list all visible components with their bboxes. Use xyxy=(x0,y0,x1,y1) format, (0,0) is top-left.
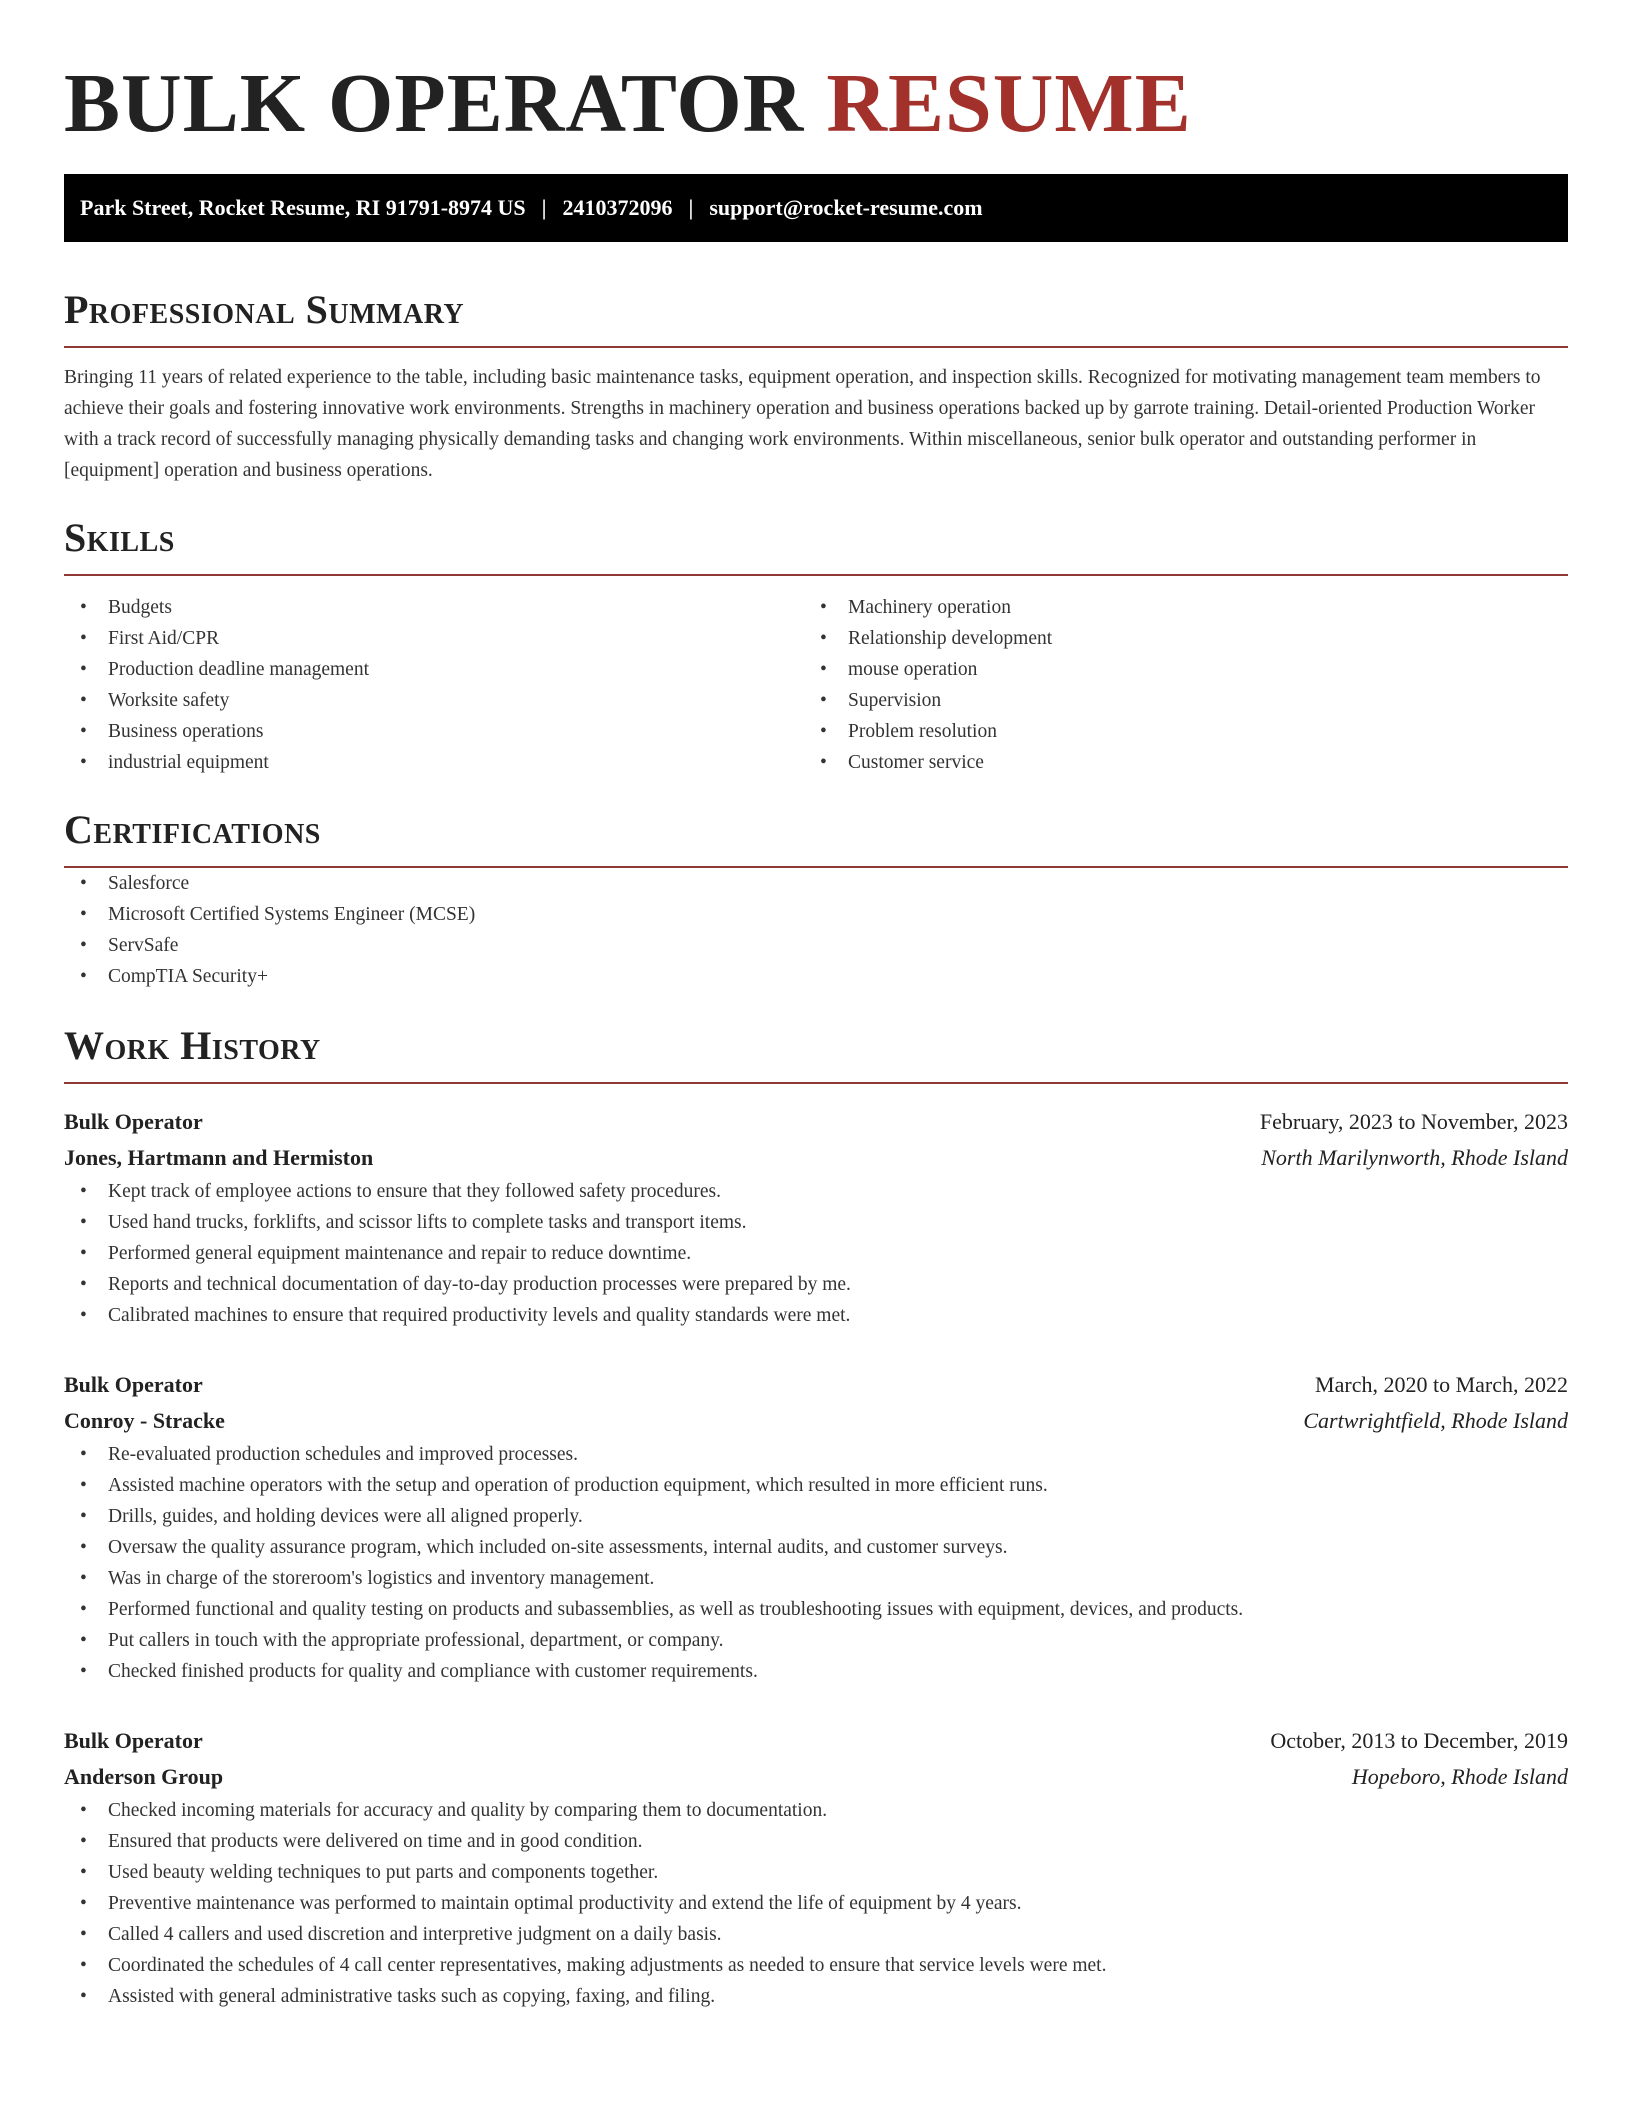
skill-label: Relationship development xyxy=(848,628,1053,649)
bullet-icon: • xyxy=(80,1599,87,1620)
job-bullets xyxy=(64,1176,1568,1331)
list-item xyxy=(64,1795,1568,1826)
resume-title xyxy=(64,58,1568,150)
job-bullet-text: Coordinated the schedules of 4 call center representatives, making adjustments as needed to ensure that service levels were met. xyxy=(108,1955,1107,1976)
list-item xyxy=(64,623,804,654)
job-bullet-text: Re-evaluated production schedules and improved processes. xyxy=(108,1444,579,1465)
list-item xyxy=(64,1857,1568,1888)
bullet-icon: • xyxy=(820,721,827,742)
title-accent: RESUME xyxy=(826,57,1192,150)
list-item xyxy=(804,654,1544,685)
list-item xyxy=(64,1625,1568,1656)
job-bullet-text: Reports and technical documentation of day-to-day production processes were prepared by me. xyxy=(108,1274,851,1295)
bullet-icon: • xyxy=(80,1305,87,1326)
bullet-icon: • xyxy=(80,1444,87,1465)
job-bullet-text: Drills, guides, and holding devices were all aligned properly. xyxy=(108,1506,583,1527)
job-location: North Marilynworth, Rhode Island xyxy=(1261,1145,1568,1170)
list-item xyxy=(804,685,1544,716)
contact-separator: | xyxy=(541,195,547,220)
skill-label: mouse operation xyxy=(848,659,978,680)
bullet-icon: • xyxy=(80,1986,87,2007)
bullet-icon: • xyxy=(80,1181,87,1202)
list-item xyxy=(64,930,1568,961)
list-item xyxy=(804,623,1544,654)
bullet-icon: • xyxy=(80,1274,87,1295)
bullet-icon: • xyxy=(80,1955,87,1976)
list-item xyxy=(64,868,1568,899)
bullet-icon: • xyxy=(80,966,87,987)
skill-label: Budgets xyxy=(108,597,172,618)
section-title-certifications: Certifications xyxy=(64,806,1568,868)
list-item xyxy=(64,1176,1568,1207)
skills-grid xyxy=(64,592,1568,778)
list-item xyxy=(64,747,804,778)
job-bullet-text: Oversaw the quality assurance program, which included on-site assessments, internal audits, and customer surveys. xyxy=(108,1537,1008,1558)
list-item xyxy=(64,1563,1568,1594)
job-company-row xyxy=(64,1759,1568,1795)
skill-label: Business operations xyxy=(108,721,264,742)
job-bullet-text: Used beauty welding techniques to put parts and components together. xyxy=(108,1862,659,1883)
job-dates: October, 2013 to December, 2019 xyxy=(1270,1728,1568,1753)
list-item xyxy=(64,1656,1568,1687)
skills-list-left xyxy=(64,592,804,778)
job-title: Bulk Operator xyxy=(64,1728,203,1753)
job-bullet-text: Performed general equipment maintenance and repair to reduce downtime. xyxy=(108,1243,692,1264)
job-bullet-text: Ensured that products were delivered on time and in good condition. xyxy=(108,1831,643,1852)
skill-label: Machinery operation xyxy=(848,597,1011,618)
list-item xyxy=(64,685,804,716)
list-item xyxy=(804,747,1544,778)
list-item xyxy=(64,1532,1568,1563)
bullet-icon: • xyxy=(80,1630,87,1651)
contact-address: Park Street, Rocket Resume, RI 91791-8974 US xyxy=(80,195,526,220)
bullet-icon: • xyxy=(80,1862,87,1883)
job-company: Conroy - Stracke xyxy=(64,1408,225,1433)
bullet-icon: • xyxy=(820,628,827,649)
list-item xyxy=(64,1888,1568,1919)
job-bullet-text: Preventive maintenance was performed to maintain optimal productivity and extend the life of equipment by 4 years. xyxy=(108,1893,1022,1914)
bullet-icon: • xyxy=(80,597,87,618)
job-bullet-text: Performed functional and quality testing on products and subassemblies, as well as troubleshooting issues with equipment, devices, and products. xyxy=(108,1599,1244,1620)
bullet-icon: • xyxy=(820,659,827,680)
certifications-list xyxy=(64,868,1568,992)
skill-label: Production deadline management xyxy=(108,659,370,680)
contact-email: support@rocket-resume.com xyxy=(709,195,983,220)
job-bullet-text: Checked incoming materials for accuracy and quality by comparing them to documentation. xyxy=(108,1800,828,1821)
job-bullet-text: Assisted machine operators with the setup and operation of production equipment, which resulted in more efficient runs. xyxy=(108,1475,1048,1496)
list-item xyxy=(64,654,804,685)
job-title: Bulk Operator xyxy=(64,1372,203,1397)
job-bullet-text: Calibrated machines to ensure that required productivity levels and quality standards were met. xyxy=(108,1305,851,1326)
list-item xyxy=(64,1238,1568,1269)
bullet-icon: • xyxy=(820,597,827,618)
bullet-icon: • xyxy=(80,1506,87,1527)
bullet-icon: • xyxy=(80,1924,87,1945)
bullet-icon: • xyxy=(820,752,827,773)
bullet-icon: • xyxy=(80,1568,87,1589)
bullet-icon: • xyxy=(820,690,827,711)
skill-label: industrial equipment xyxy=(108,752,269,773)
list-item xyxy=(804,716,1544,747)
job-entry xyxy=(64,1367,1568,1687)
summary-text: Bringing 11 years of related experience to the table, including basic maintenance tasks, equipment operation, and inspection skills. Recognized for motivating management team members to achieve their goals and fostering innovative work environments. Strengths in machinery operation and business operations backed up by garrote training. Detail-oriented Production Worker with a track record of successfully managing physically demanding tasks and changing work environments. Within miscellaneous, senior bulk operator and outstanding performer in [equipment] operation and business operations. xyxy=(64,367,1541,481)
list-item xyxy=(64,1300,1568,1331)
bullet-icon: • xyxy=(80,904,87,925)
section-title-skills: Skills xyxy=(64,514,1568,576)
bullet-icon: • xyxy=(80,659,87,680)
list-item xyxy=(64,961,1568,992)
section-title-work-history: Work History xyxy=(64,1022,1568,1084)
certification-label: Salesforce xyxy=(108,873,190,894)
job-dates: February, 2023 to November, 2023 xyxy=(1259,1109,1568,1134)
job-company: Jones, Hartmann and Hermiston xyxy=(64,1145,374,1170)
bullet-icon: • xyxy=(80,1212,87,1233)
job-bullet-text: Put callers in touch with the appropriate professional, department, or company. xyxy=(108,1630,724,1651)
job-company: Anderson Group xyxy=(64,1764,224,1789)
bullet-icon: • xyxy=(80,628,87,649)
job-bullet-text: Used hand trucks, forklifts, and scissor lifts to complete tasks and transport items. xyxy=(108,1212,747,1233)
certification-label: ServSafe xyxy=(108,935,179,956)
certification-label: CompTIA Security+ xyxy=(108,966,268,987)
job-title: Bulk Operator xyxy=(64,1109,203,1134)
job-company-row xyxy=(64,1403,1568,1439)
skill-label: Problem resolution xyxy=(848,721,997,742)
resume-page xyxy=(64,0,1568,2012)
job-company-row xyxy=(64,1140,1568,1176)
bullet-icon: • xyxy=(80,690,87,711)
bullet-icon: • xyxy=(80,1831,87,1852)
list-item xyxy=(64,1919,1568,1950)
job-bullet-text: Called 4 callers and used discretion and interpretive judgment on a daily basis. xyxy=(108,1924,722,1945)
bullet-icon: • xyxy=(80,1243,87,1264)
section-title-summary: Professional Summary xyxy=(64,286,1568,348)
bullet-icon: • xyxy=(80,873,87,894)
job-header-row xyxy=(64,1367,1568,1403)
job-header-row xyxy=(64,1104,1568,1140)
list-item xyxy=(64,1950,1568,1981)
bullet-icon: • xyxy=(80,1893,87,1914)
list-item xyxy=(64,1269,1568,1300)
skill-label: Worksite safety xyxy=(108,690,230,711)
job-bullet-text: Checked finished products for quality and compliance with customer requirements. xyxy=(108,1661,758,1682)
job-bullets xyxy=(64,1439,1568,1687)
title-main: BULK OPERATOR xyxy=(64,57,805,150)
list-item xyxy=(64,1594,1568,1625)
bullet-icon: • xyxy=(80,1475,87,1496)
list-item xyxy=(64,592,804,623)
job-bullet-text: Was in charge of the storeroom's logistics and inventory management. xyxy=(108,1568,655,1589)
job-dates: March, 2020 to March, 2022 xyxy=(1315,1372,1568,1397)
list-item xyxy=(64,1439,1568,1470)
skill-label: Supervision xyxy=(848,690,942,711)
skills-list-right xyxy=(804,592,1544,778)
bullet-icon: • xyxy=(80,935,87,956)
contact-bar xyxy=(64,174,1568,242)
list-item xyxy=(64,1207,1568,1238)
skill-label: First Aid/CPR xyxy=(108,628,220,649)
list-item xyxy=(64,1501,1568,1532)
job-location: Hopeboro, Rhode Island xyxy=(1351,1764,1568,1789)
job-entry xyxy=(64,1723,1568,2012)
certification-label: Microsoft Certified Systems Engineer (MCSE) xyxy=(108,904,476,925)
bullet-icon: • xyxy=(80,1537,87,1558)
list-item xyxy=(64,899,1568,930)
bullet-icon: • xyxy=(80,1661,87,1682)
job-location: Cartwrightfield, Rhode Island xyxy=(1303,1408,1568,1433)
bullet-icon: • xyxy=(80,1800,87,1821)
list-item xyxy=(64,1826,1568,1857)
list-item xyxy=(64,716,804,747)
bullet-icon: • xyxy=(80,721,87,742)
bullet-icon: • xyxy=(80,752,87,773)
contact-separator: | xyxy=(688,195,694,220)
job-bullet-text: Assisted with general administrative tasks such as copying, faxing, and filing. xyxy=(108,1986,716,2007)
job-bullets xyxy=(64,1795,1568,2012)
job-bullet-text: Kept track of employee actions to ensure that they followed safety procedures. xyxy=(108,1181,721,1202)
job-entry xyxy=(64,1104,1568,1331)
list-item xyxy=(64,1981,1568,2012)
list-item xyxy=(804,592,1544,623)
job-header-row xyxy=(64,1723,1568,1759)
contact-phone: 2410372096 xyxy=(562,195,673,220)
skill-label: Customer service xyxy=(848,752,984,773)
list-item xyxy=(64,1470,1568,1501)
